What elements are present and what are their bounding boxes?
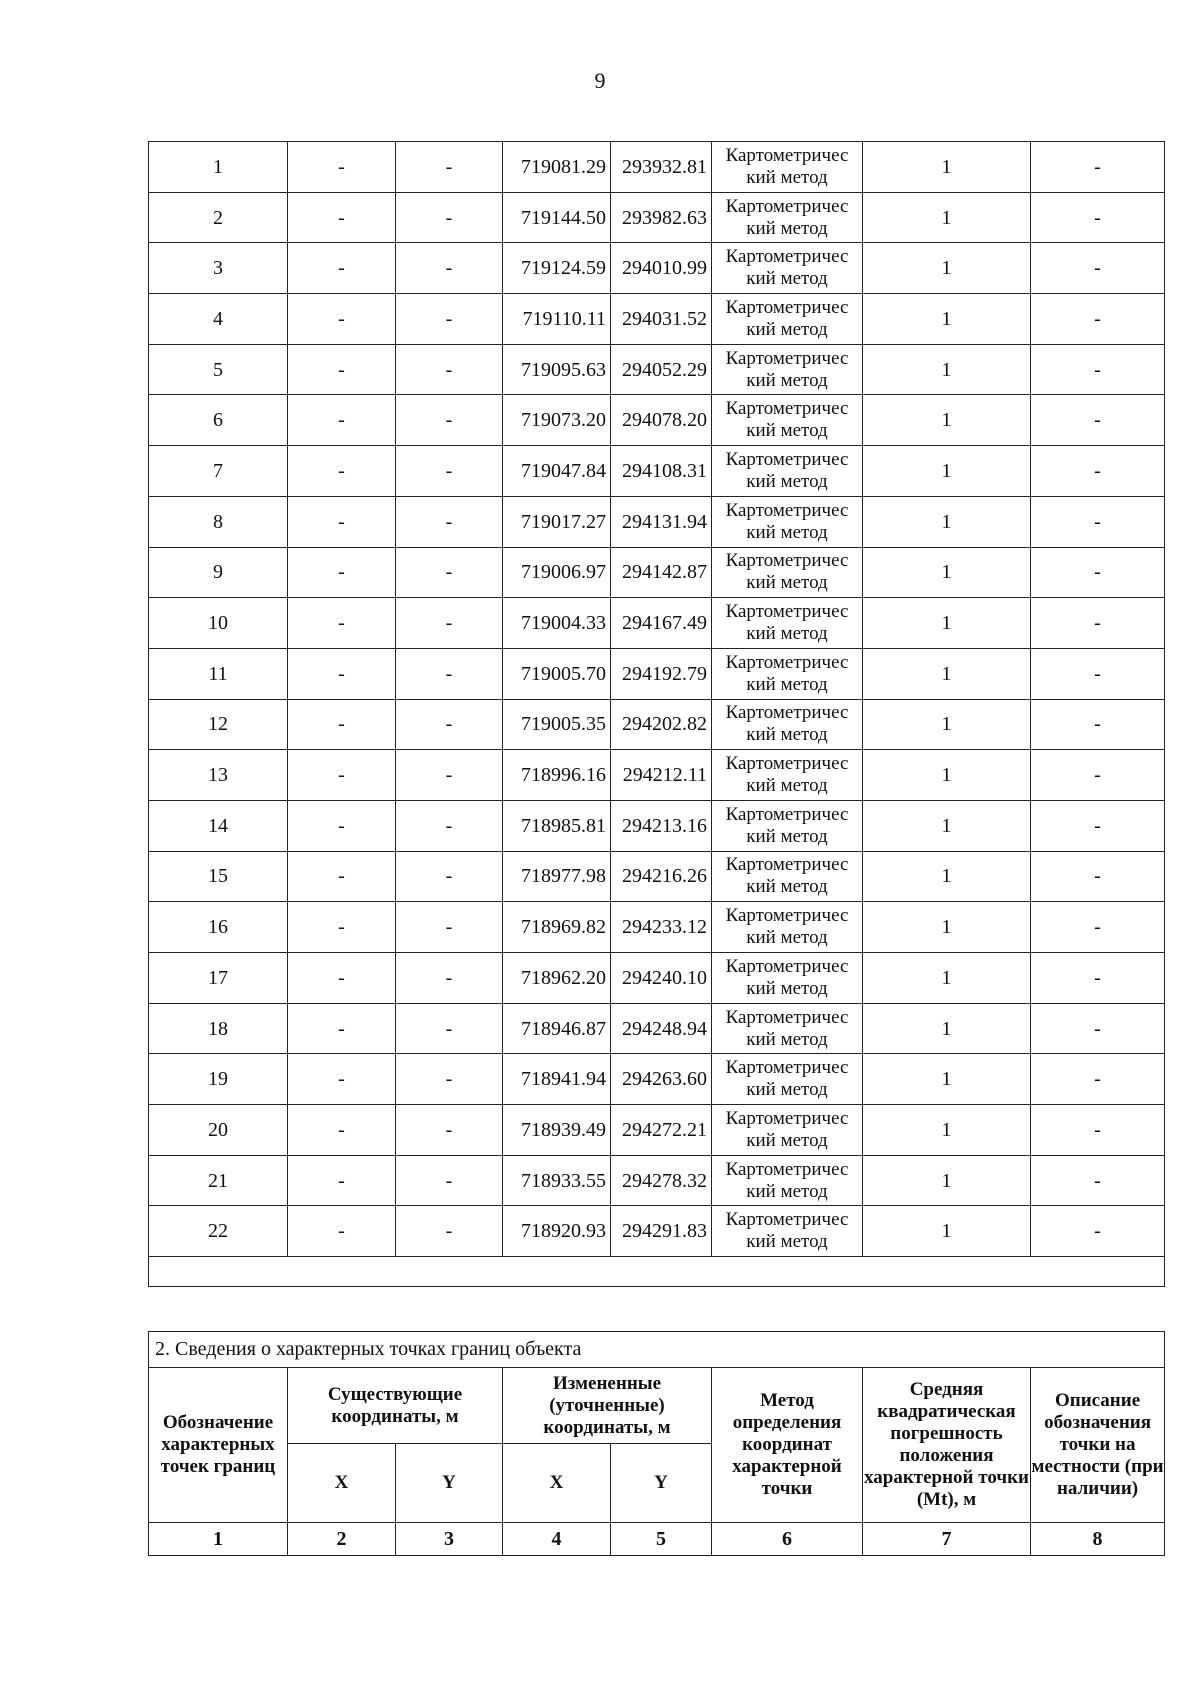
point-number: 17 [149, 953, 288, 1004]
changed-y: 294010.99 [611, 243, 712, 294]
table-row [149, 1003, 1165, 1054]
method-text: кий метод [746, 1129, 828, 1151]
method-text: Картометричес [725, 1158, 849, 1180]
table-row [149, 851, 1165, 902]
point-description: - [1031, 699, 1165, 750]
method-text: Картометричес [725, 1006, 849, 1028]
empty-row [149, 1257, 1165, 1287]
changed-y: 294272.21 [611, 1105, 712, 1156]
point-description: - [1031, 953, 1165, 1004]
table-row [149, 953, 1165, 1004]
method-text: кий метод [746, 673, 828, 695]
existing-y: - [396, 1155, 503, 1206]
column-numbers-row [149, 1523, 1165, 1556]
method-text: кий метод [746, 1079, 828, 1101]
method [712, 800, 863, 851]
method-text: кий метод [746, 1180, 828, 1202]
method-text: кий метод [746, 217, 828, 239]
method-text: кий метод [746, 268, 828, 290]
mean-square-error: 1 [863, 496, 1031, 547]
mean-square-error: 1 [863, 344, 1031, 395]
method-text: Картометричес [725, 905, 849, 927]
point-number: 22 [149, 1206, 288, 1257]
changed-y: 294278.32 [611, 1155, 712, 1206]
method [712, 750, 863, 801]
existing-x: - [288, 1054, 396, 1105]
table-row [149, 598, 1165, 649]
existing-y: - [396, 750, 503, 801]
changed-x: 719005.70 [503, 648, 611, 699]
table-row [149, 750, 1165, 801]
existing-x: - [288, 243, 396, 294]
mean-square-error: 1 [863, 1206, 1031, 1257]
point-number: 2 [149, 192, 288, 243]
section2-table [148, 1331, 1165, 1556]
method-text: кий метод [746, 724, 828, 746]
method [712, 851, 863, 902]
changed-x: 719144.50 [503, 192, 611, 243]
page-number: 9 [594, 68, 606, 93]
method [712, 953, 863, 1004]
existing-y: - [396, 395, 503, 446]
point-description: - [1031, 1206, 1165, 1257]
table-row [149, 243, 1165, 294]
point-description: - [1031, 1155, 1165, 1206]
existing-x: - [288, 902, 396, 953]
mean-square-error: 1 [863, 294, 1031, 345]
mean-square-error: 1 [863, 902, 1031, 953]
method [712, 648, 863, 699]
changed-y: 294202.82 [611, 699, 712, 750]
method [712, 598, 863, 649]
method [712, 395, 863, 446]
column-number: 3 [396, 1523, 503, 1556]
method-text: кий метод [746, 521, 828, 543]
existing-y: - [396, 344, 503, 395]
point-description: - [1031, 750, 1165, 801]
changed-x: 718996.16 [503, 750, 611, 801]
method-text: кий метод [746, 825, 828, 847]
section-title: 2. Сведения о характерных точках границ объекта [149, 1332, 1165, 1368]
method-text: кий метод [746, 1028, 828, 1050]
changed-y: 294031.52 [611, 294, 712, 345]
point-description: - [1031, 344, 1165, 395]
method [712, 1054, 863, 1105]
point-number: 4 [149, 294, 288, 345]
method [712, 243, 863, 294]
table-row [149, 547, 1165, 598]
changed-x: 719124.59 [503, 243, 611, 294]
point-number: 13 [149, 750, 288, 801]
changed-y: 294291.83 [611, 1206, 712, 1257]
method-text: Картометричес [725, 144, 849, 166]
method-text: кий метод [746, 775, 828, 797]
changed-y: 294216.26 [611, 851, 712, 902]
mean-square-error: 1 [863, 699, 1031, 750]
method-text: Картометричес [725, 854, 849, 876]
method-text: кий метод [746, 977, 828, 999]
changed-y: 294213.16 [611, 800, 712, 851]
existing-x: - [288, 446, 396, 497]
table-row [149, 1155, 1165, 1206]
mean-square-error: 1 [863, 750, 1031, 801]
point-number: 1 [149, 142, 288, 193]
method-text: Картометричес [725, 601, 849, 623]
changed-x: 719004.33 [503, 598, 611, 649]
table-row [149, 1206, 1165, 1257]
method [712, 142, 863, 193]
point-number: 11 [149, 648, 288, 699]
method-text: Картометричес [725, 753, 849, 775]
table-row [149, 800, 1165, 851]
mean-square-error: 1 [863, 598, 1031, 649]
existing-x: - [288, 1105, 396, 1156]
point-description: - [1031, 395, 1165, 446]
changed-x: 719047.84 [503, 446, 611, 497]
existing-y: - [396, 192, 503, 243]
column-number: 6 [712, 1523, 863, 1556]
changed-y: 294142.87 [611, 547, 712, 598]
changed-x: 718985.81 [503, 800, 611, 851]
header-existing-y: Y [396, 1444, 503, 1523]
changed-x: 719095.63 [503, 344, 611, 395]
changed-x: 718977.98 [503, 851, 611, 902]
point-description: - [1031, 142, 1165, 193]
changed-x: 718969.82 [503, 902, 611, 953]
mean-square-error: 1 [863, 1054, 1031, 1105]
mean-square-error: 1 [863, 1105, 1031, 1156]
point-number: 19 [149, 1054, 288, 1105]
existing-y: - [396, 699, 503, 750]
method-text: Картометричес [725, 702, 849, 724]
changed-x: 718920.93 [503, 1206, 611, 1257]
method-text: Картометричес [725, 246, 849, 268]
method-text: кий метод [746, 420, 828, 442]
method-text: Картометричес [725, 499, 849, 521]
method-text: кий метод [746, 1231, 828, 1253]
point-description: - [1031, 1003, 1165, 1054]
point-description: - [1031, 902, 1165, 953]
point-number: 20 [149, 1105, 288, 1156]
method [712, 496, 863, 547]
existing-x: - [288, 953, 396, 1004]
method-text: Картометричес [725, 803, 849, 825]
mean-square-error: 1 [863, 953, 1031, 1004]
point-description: - [1031, 851, 1165, 902]
existing-y: - [396, 902, 503, 953]
existing-y: - [396, 1003, 503, 1054]
table-row [149, 699, 1165, 750]
method [712, 192, 863, 243]
mean-square-error: 1 [863, 446, 1031, 497]
method-text: Картометричес [725, 296, 849, 318]
table-row [149, 395, 1165, 446]
changed-y: 293982.63 [611, 192, 712, 243]
column-number: 1 [149, 1523, 288, 1556]
point-description: - [1031, 496, 1165, 547]
changed-x: 719073.20 [503, 395, 611, 446]
method-text: Картометричес [725, 1057, 849, 1079]
existing-y: - [396, 294, 503, 345]
method-text: кий метод [746, 166, 828, 188]
method-text: кий метод [746, 470, 828, 492]
point-description: - [1031, 648, 1165, 699]
changed-x: 718939.49 [503, 1105, 611, 1156]
existing-x: - [288, 142, 396, 193]
existing-y: - [396, 243, 503, 294]
mean-square-error: 1 [863, 800, 1031, 851]
boundary-points-table [148, 141, 1165, 1287]
mean-square-error: 1 [863, 395, 1031, 446]
existing-x: - [288, 699, 396, 750]
changed-y: 294131.94 [611, 496, 712, 547]
method [712, 902, 863, 953]
method-text: Картометричес [725, 398, 849, 420]
method-text: Картометричес [725, 347, 849, 369]
empty-cell [149, 1257, 1165, 1287]
point-description: - [1031, 243, 1165, 294]
method-text: Картометричес [725, 550, 849, 572]
method-text: кий метод [746, 623, 828, 645]
method [712, 699, 863, 750]
header-designation: Обозначение характерных точек границ [149, 1368, 288, 1523]
changed-y: 294233.12 [611, 902, 712, 953]
existing-y: - [396, 142, 503, 193]
table-row [149, 344, 1165, 395]
method-text: кий метод [746, 369, 828, 391]
table-row [149, 1054, 1165, 1105]
changed-y: 294192.79 [611, 648, 712, 699]
point-description: - [1031, 598, 1165, 649]
point-number: 21 [149, 1155, 288, 1206]
method-text: Картометричес [725, 195, 849, 217]
mean-square-error: 1 [863, 1155, 1031, 1206]
point-number: 5 [149, 344, 288, 395]
method [712, 1105, 863, 1156]
existing-y: - [396, 1054, 503, 1105]
changed-y: 294212.11 [611, 750, 712, 801]
mean-square-error: 1 [863, 1003, 1031, 1054]
method [712, 547, 863, 598]
method [712, 1003, 863, 1054]
changed-y: 293932.81 [611, 142, 712, 193]
method-text: кий метод [746, 927, 828, 949]
table-row [149, 446, 1165, 497]
table-row [149, 192, 1165, 243]
method [712, 1206, 863, 1257]
column-number: 5 [611, 1523, 712, 1556]
existing-x: - [288, 1155, 396, 1206]
existing-y: - [396, 953, 503, 1004]
changed-y: 294108.31 [611, 446, 712, 497]
existing-y: - [396, 598, 503, 649]
existing-y: - [396, 446, 503, 497]
changed-x: 719081.29 [503, 142, 611, 193]
point-number: 8 [149, 496, 288, 547]
point-number: 9 [149, 547, 288, 598]
changed-x: 719017.27 [503, 496, 611, 547]
method-text: кий метод [746, 876, 828, 898]
existing-x: - [288, 851, 396, 902]
changed-y: 294052.29 [611, 344, 712, 395]
changed-x: 719005.35 [503, 699, 611, 750]
table-row [149, 648, 1165, 699]
point-number: 16 [149, 902, 288, 953]
method-text: Картометричес [725, 955, 849, 977]
existing-y: - [396, 648, 503, 699]
point-description: - [1031, 547, 1165, 598]
method-text: Картометричес [725, 651, 849, 673]
existing-x: - [288, 598, 396, 649]
header-changed-coordinates: Измененные (уточненные) координаты, м [503, 1368, 712, 1444]
changed-x: 718946.87 [503, 1003, 611, 1054]
point-description: - [1031, 294, 1165, 345]
header-point-description: Описание обозначения точки на местности (при наличии) [1031, 1368, 1165, 1523]
existing-x: - [288, 750, 396, 801]
mean-square-error: 1 [863, 192, 1031, 243]
header-mean-square-error: Средняя квадратическая погрешность положения характерной точки (Mt), м [863, 1368, 1031, 1523]
column-number: 7 [863, 1523, 1031, 1556]
changed-y: 294167.49 [611, 598, 712, 649]
changed-x: 718962.20 [503, 953, 611, 1004]
method [712, 1155, 863, 1206]
existing-x: - [288, 294, 396, 345]
changed-x: 719110.11 [503, 294, 611, 345]
existing-x: - [288, 800, 396, 851]
point-number: 12 [149, 699, 288, 750]
boundary-points-body [149, 142, 1165, 1287]
existing-y: - [396, 496, 503, 547]
column-number: 2 [288, 1523, 396, 1556]
changed-y: 294078.20 [611, 395, 712, 446]
existing-x: - [288, 1003, 396, 1054]
header-method: Метод определения координат характерной точки [712, 1368, 863, 1523]
existing-y: - [396, 851, 503, 902]
point-description: - [1031, 1054, 1165, 1105]
table-row [149, 1105, 1165, 1156]
header-changed-y: Y [611, 1444, 712, 1523]
changed-y: 294248.94 [611, 1003, 712, 1054]
method-text: кий метод [746, 572, 828, 594]
method-text: Картометричес [725, 1209, 849, 1231]
method-text: Картометричес [725, 448, 849, 470]
column-number: 8 [1031, 1523, 1165, 1556]
point-description: - [1031, 800, 1165, 851]
existing-y: - [396, 800, 503, 851]
point-number: 3 [149, 243, 288, 294]
table-row [149, 496, 1165, 547]
existing-x: - [288, 496, 396, 547]
existing-y: - [396, 547, 503, 598]
point-description: - [1031, 1105, 1165, 1156]
existing-x: - [288, 1206, 396, 1257]
existing-x: - [288, 395, 396, 446]
method [712, 344, 863, 395]
changed-x: 718933.55 [503, 1155, 611, 1206]
table-row [149, 902, 1165, 953]
point-number: 6 [149, 395, 288, 446]
existing-x: - [288, 192, 396, 243]
mean-square-error: 1 [863, 243, 1031, 294]
point-description: - [1031, 446, 1165, 497]
existing-y: - [396, 1206, 503, 1257]
existing-x: - [288, 547, 396, 598]
existing-x: - [288, 648, 396, 699]
mean-square-error: 1 [863, 547, 1031, 598]
changed-y: 294240.10 [611, 953, 712, 1004]
changed-x: 719006.97 [503, 547, 611, 598]
point-number: 10 [149, 598, 288, 649]
point-number: 14 [149, 800, 288, 851]
point-number: 15 [149, 851, 288, 902]
mean-square-error: 1 [863, 851, 1031, 902]
existing-y: - [396, 1105, 503, 1156]
point-description: - [1031, 192, 1165, 243]
mean-square-error: 1 [863, 142, 1031, 193]
table-row [149, 294, 1165, 345]
point-number: 18 [149, 1003, 288, 1054]
header-existing-coordinates: Существующие координаты, м [288, 1368, 503, 1444]
method-text: Картометричес [725, 1107, 849, 1129]
changed-x: 718941.94 [503, 1054, 611, 1105]
changed-y: 294263.60 [611, 1054, 712, 1105]
mean-square-error: 1 [863, 648, 1031, 699]
column-number: 4 [503, 1523, 611, 1556]
existing-x: - [288, 344, 396, 395]
header-existing-x: X [288, 1444, 396, 1523]
table-row [149, 142, 1165, 193]
method [712, 294, 863, 345]
point-number: 7 [149, 446, 288, 497]
method [712, 446, 863, 497]
method-text: кий метод [746, 318, 828, 340]
header-changed-x: X [503, 1444, 611, 1523]
